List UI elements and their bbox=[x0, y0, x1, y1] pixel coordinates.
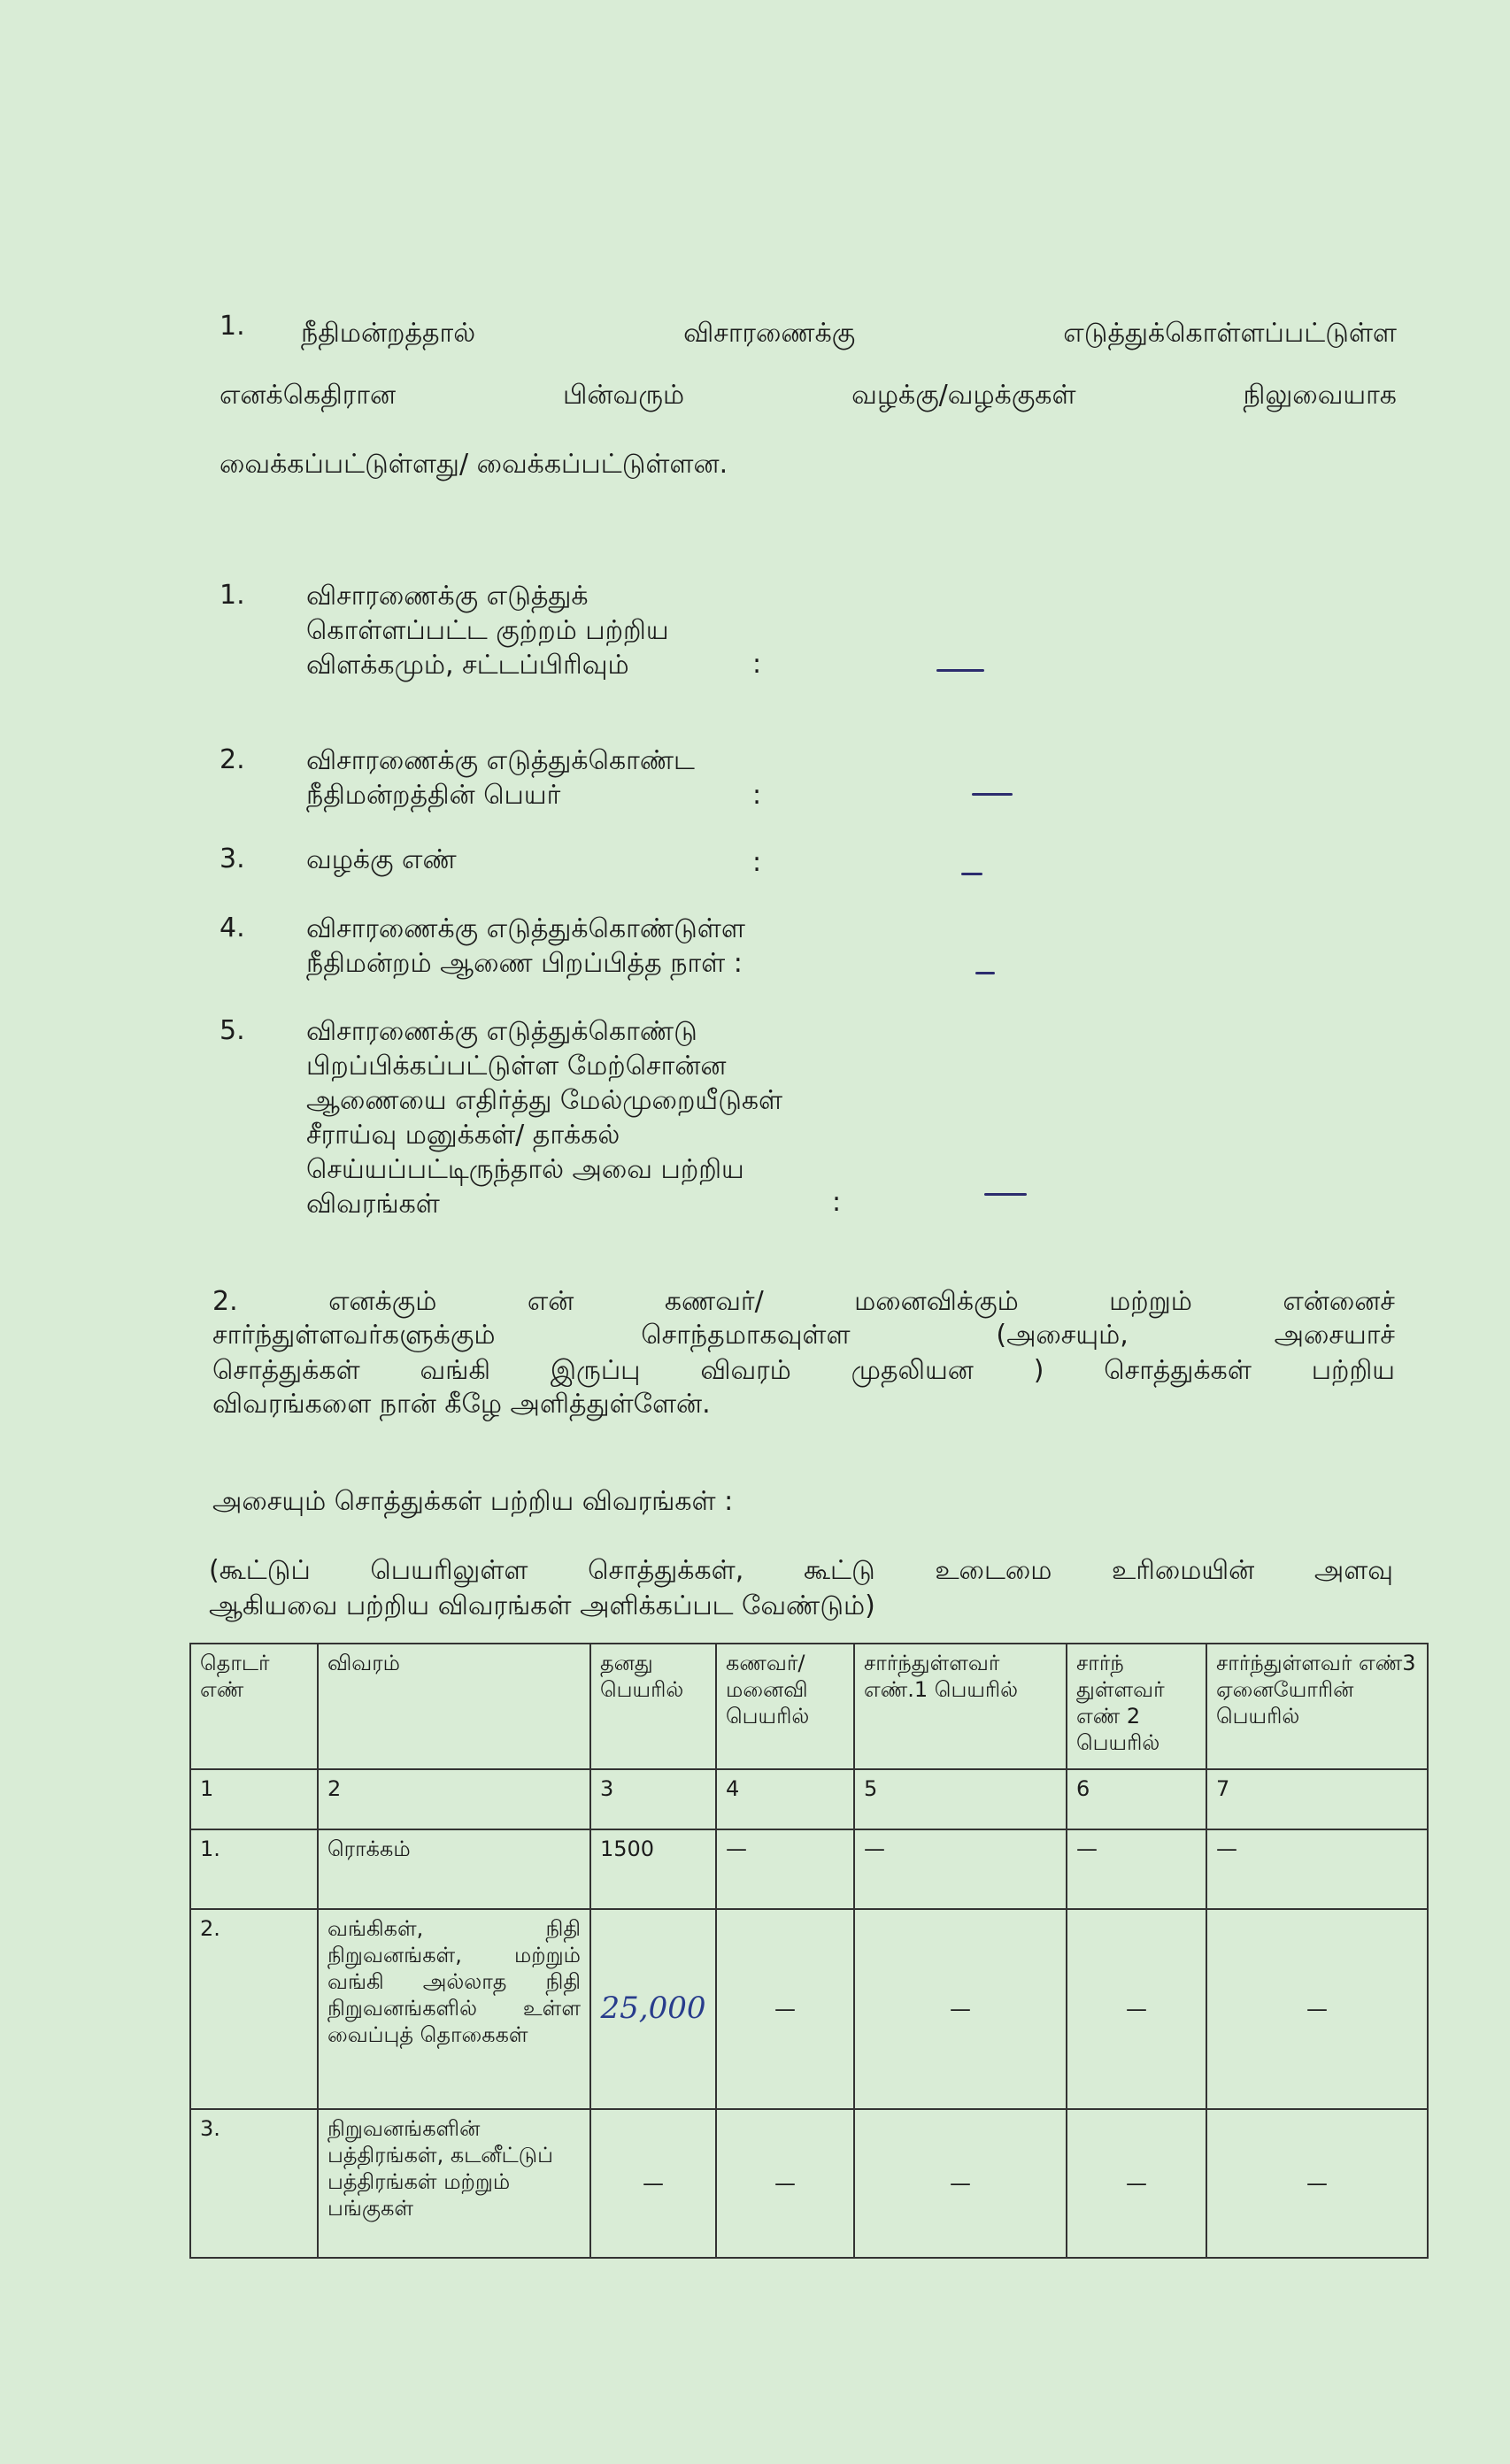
row-serial: 1. bbox=[190, 1829, 318, 1909]
case4-number: 4. bbox=[220, 912, 245, 943]
row-dep2-value: — bbox=[1067, 1909, 1206, 2109]
row-serial: 3. bbox=[190, 2109, 318, 2258]
case1-colon: : bbox=[752, 649, 762, 680]
para2-line-1 bbox=[212, 1285, 1395, 1319]
row-spouse-value: — bbox=[716, 2109, 854, 2258]
case2-colon: : bbox=[752, 780, 762, 811]
case3-line-1: வழக்கு எண் bbox=[306, 844, 457, 875]
case5-colon: : bbox=[832, 1187, 842, 1218]
row-dep1-value: — bbox=[854, 1909, 1067, 2109]
case4-blank-dash bbox=[975, 972, 995, 974]
case5-line-6: விவரங்கள் bbox=[306, 1189, 440, 1220]
index-cell: 5 bbox=[854, 1769, 1067, 1829]
row-description: ரொக்கம் bbox=[318, 1829, 590, 1909]
row-spouse-value: — bbox=[716, 1829, 854, 1909]
row-self-value: — bbox=[590, 2109, 716, 2258]
case5-blank-dash bbox=[984, 1193, 1027, 1196]
index-cell: 4 bbox=[716, 1769, 854, 1829]
case5-line-1: விசாரணைக்கு எடுத்துக்கொண்டு bbox=[306, 1016, 697, 1047]
case4-line-1: விசாரணைக்கு எடுத்துக்கொண்டுள்ள bbox=[306, 913, 745, 944]
case5-line-5: செய்யப்பட்டிருந்தால் அவை பற்றிய bbox=[306, 1154, 744, 1185]
row-dep3-value: — bbox=[1206, 2109, 1428, 2258]
note-line-1: (கூட்டுப் பெயரிலுள்ள சொத்துக்கள், கூட்டு உடைமை உரிமையின் அளவு bbox=[209, 1555, 1393, 1586]
row-self-value: 1500 bbox=[590, 1829, 716, 1909]
case3-number: 3. bbox=[220, 843, 245, 874]
table-index-row bbox=[190, 1769, 1428, 1829]
header-spouse: கணவர்/ மனைவி பெயரில் bbox=[716, 1644, 854, 1769]
row-self-value bbox=[590, 1909, 716, 2109]
case2-line-2: நீதிமன்றத்தின் பெயர் bbox=[306, 780, 561, 811]
case1-text bbox=[306, 579, 669, 682]
case2-number: 2. bbox=[220, 744, 245, 775]
case2-text bbox=[306, 743, 695, 812]
case1-blank-dash bbox=[936, 669, 984, 672]
row-dep2-value: — bbox=[1067, 2109, 1206, 2258]
row-dep3-value: — bbox=[1206, 1909, 1428, 2109]
header-description: விவரம் bbox=[318, 1644, 590, 1769]
para2-line-3: சொத்துக்கள் வங்கி இருப்பு விவரம் முதலியன ) சொத்துக்கள் பற்றிய bbox=[212, 1355, 1395, 1386]
case3-blank-dash bbox=[961, 873, 982, 875]
handwritten-amount: 25,000 bbox=[600, 1990, 706, 2026]
table-header-row bbox=[190, 1644, 1428, 1769]
header-serial-no: தொடர் எண் bbox=[190, 1644, 318, 1769]
index-cell: 3 bbox=[590, 1769, 716, 1829]
case5-line-3: ஆணையை எதிர்த்து மேல்முறையீடுகள் bbox=[306, 1085, 783, 1116]
para1-line-2: எனக்கெதிரான பின்வரும் வழக்கு/வழக்குகள் நிலுவையாக bbox=[220, 380, 1397, 411]
case1-line-3: விளக்கமும், சட்டப்பிரிவும் bbox=[306, 650, 629, 681]
case4-text bbox=[306, 912, 745, 981]
index-cell: 1 bbox=[190, 1769, 318, 1829]
para2-number: 2. bbox=[212, 1286, 238, 1317]
index-cell: 6 bbox=[1067, 1769, 1206, 1829]
row-serial: 2. bbox=[190, 1909, 318, 2109]
para1-line-1: நீதிமன்றத்தால் விசாரணைக்கு எடுத்துக்கொள்ளப்பட்டுள்ள bbox=[301, 318, 1397, 349]
para2-line-2: சார்ந்துள்ளவர்களுக்கும் சொந்தமாகவுள்ள (அசையும், அசையாச் bbox=[212, 1320, 1395, 1351]
row-spouse-value: — bbox=[716, 1909, 854, 2109]
case1-line-2: கொள்ளப்பட்ட குற்றம் பற்றிய bbox=[306, 615, 669, 646]
movable-assets-heading: அசையும் சொத்துக்கள் பற்றிய விவரங்கள் : bbox=[212, 1486, 734, 1517]
para2-line-4: விவரங்களை நான் கீழே அளித்துள்ளேன். bbox=[212, 1389, 711, 1420]
row-description: வங்கிகள், நிதி நிறுவனங்கள், மற்றும் வங்கி அல்லாத நிதி நிறுவனங்களில் உள்ள வைப்புத் தொகைகள் bbox=[318, 1909, 590, 2109]
row-dep1-value: — bbox=[854, 1829, 1067, 1909]
table-row bbox=[190, 2109, 1428, 2258]
case3-colon: : bbox=[752, 847, 762, 878]
table-row bbox=[190, 1909, 1428, 2109]
row-dep3-value: — bbox=[1206, 1829, 1428, 1909]
case5-number: 5. bbox=[220, 1015, 245, 1046]
para2-line-1-text: எனக்கும் என் கணவர்/ மனைவிக்கும் மற்றும் என்னைச் bbox=[328, 1286, 1395, 1317]
para1-line-3: வைக்கப்பட்டுள்ளது/ வைக்கப்பட்டுள்ளன. bbox=[220, 449, 728, 480]
row-dep2-value: — bbox=[1067, 1829, 1206, 1909]
para1-number: 1. bbox=[220, 311, 245, 342]
case3-text bbox=[306, 843, 457, 877]
case5-line-2: பிறப்பிக்கப்பட்டுள்ள மேற்சொன்ன bbox=[306, 1051, 727, 1082]
index-cell: 2 bbox=[318, 1769, 590, 1829]
case2-line-1: விசாரணைக்கு எடுத்துக்கொண்ட bbox=[306, 745, 695, 776]
header-dependent-1: சார்ந்துள்ளவர் எண்.1 பெயரில் bbox=[854, 1644, 1067, 1769]
header-dependent-2: சார்ந் துள்ளவர் எண் 2 பெயரில் bbox=[1067, 1644, 1206, 1769]
case5-line-4: சீராய்வு மனுக்கள்/ தாக்கல் bbox=[306, 1120, 620, 1151]
row-dep1-value: — bbox=[854, 2109, 1067, 2258]
case1-line-1: விசாரணைக்கு எடுத்துக் bbox=[306, 581, 589, 612]
case5-text bbox=[306, 1014, 782, 1221]
movable-assets-table bbox=[189, 1643, 1429, 2259]
case2-blank-dash bbox=[972, 793, 1013, 796]
index-cell: 7 bbox=[1206, 1769, 1428, 1829]
note-line-2: ஆகியவை பற்றிய விவரங்கள் அளிக்கப்பட வேண்டும்) bbox=[209, 1590, 875, 1621]
table-row bbox=[190, 1829, 1428, 1909]
row-description: நிறுவனங்களின் பத்திரங்கள், கடனீட்டுப் பத்திரங்கள் மற்றும் பங்குகள் bbox=[318, 2109, 590, 2258]
header-dependent-3: சார்ந்துள்ளவர் எண்3 ஏனையோரின் பெயரில் bbox=[1206, 1644, 1428, 1769]
case1-number: 1. bbox=[220, 580, 245, 611]
header-self: தனது பெயரில் bbox=[590, 1644, 716, 1769]
case4-line-2: நீதிமன்றம் ஆணை பிறப்பித்த நாள் : bbox=[306, 948, 743, 979]
